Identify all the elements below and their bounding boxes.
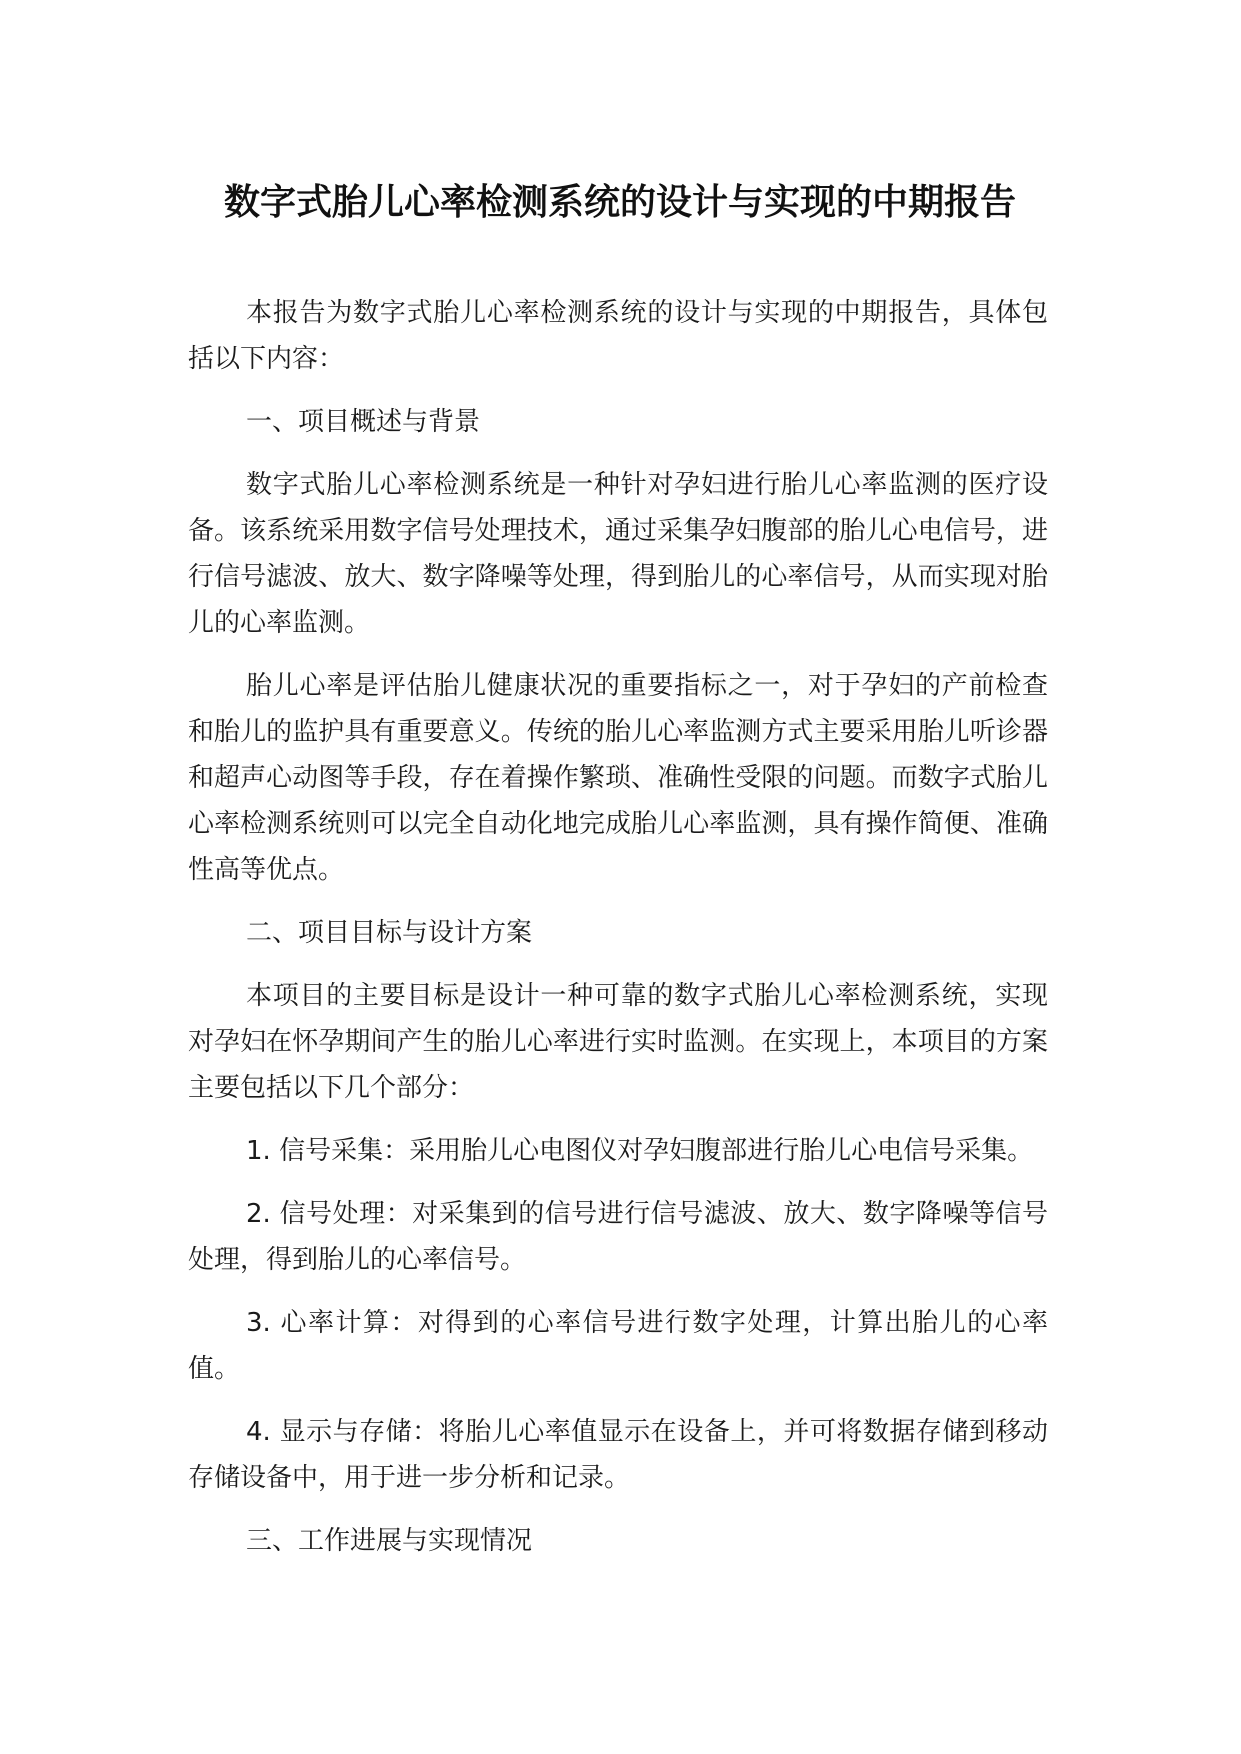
document-title: 数字式胎儿心率检测系统的设计与实现的中期报告 xyxy=(223,182,1016,223)
section-heading-overview: 一、项目概述与背景 xyxy=(246,407,481,437)
list-item-display-storage: 4. 显示与存储：将胎儿心率值显示在设备上，并可将数据存储到移动存储设备中，用于进一步分析和记录。 xyxy=(188,1417,1048,1493)
background-paragraph: 胎儿心率是评估胎儿健康状况的重要指标之一，对于孕妇的产前检查和胎儿的监护具有重要意义。传统的胎儿心率监测方式主要采用胎儿听诊器和超声心动图等手段，存在着操作繁琐、准确性受限的问题。而数字式胎儿心率检测系统则可以完全自动化地完成胎儿心率监测，具有操作简便、准确性高等优点。 xyxy=(188,671,1048,885)
goals-paragraph: 本项目的主要目标是设计一种可靠的数字式胎儿心率检测系统，实现对孕妇在怀孕期间产生的胎儿心率进行实时监测。在实现上，本项目的方案主要包括以下几个部分： xyxy=(188,981,1048,1103)
section-heading-goals: 二、项目目标与设计方案 xyxy=(246,918,533,948)
list-item-signal-processing: 2. 信号处理：对采集到的信号进行信号滤波、放大、数字降噪等信号处理，得到胎儿的心率信号。 xyxy=(188,1199,1048,1275)
document-body xyxy=(188,290,1048,1581)
section-heading-progress: 三、工作进展与实现情况 xyxy=(246,1526,533,1556)
overview-paragraph: 数字式胎儿心率检测系统是一种针对孕妇进行胎儿心率监测的医疗设备。该系统采用数字信号处理技术，通过采集孕妇腹部的胎儿心电信号，进行信号滤波、放大、数字降噪等处理，得到胎儿的心率信号，从而实现对胎儿的心率监测。 xyxy=(188,470,1048,638)
list-item-signal-acquisition: 1. 信号采集：采用胎儿心电图仪对孕妇腹部进行胎儿心电信号采集。 xyxy=(246,1136,1034,1166)
intro-paragraph: 本报告为数字式胎儿心率检测系统的设计与实现的中期报告，具体包括以下内容： xyxy=(188,298,1048,374)
list-item-heart-rate-calculation: 3. 心率计算：对得到的心率信号进行数字处理，计算出胎儿的心率值。 xyxy=(188,1308,1048,1384)
